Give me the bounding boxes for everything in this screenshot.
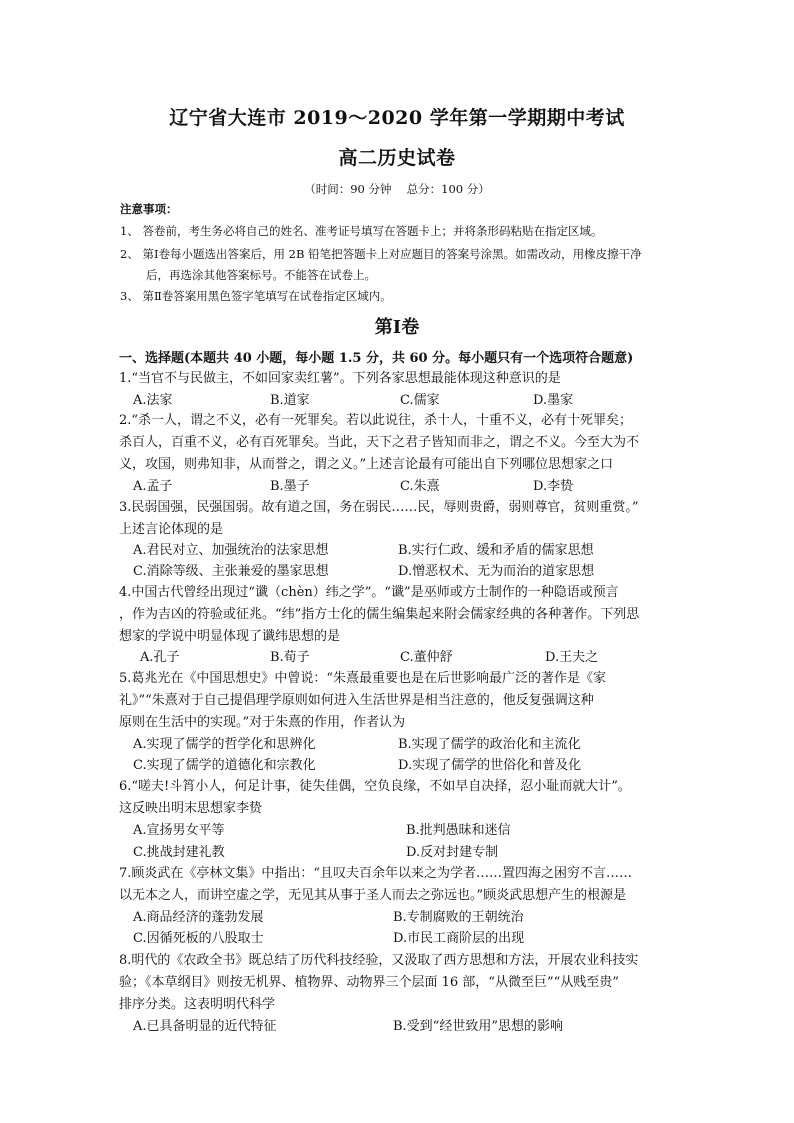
question-7-stem: 以无本之人，而讲空虚之学，无见其从事于圣人而去之弥远也。”顾炎武思想产生的根源是 <box>119 888 627 903</box>
question-4-option-a: A.孔子 <box>140 650 180 665</box>
question-6-option-d: D.反对封建专制 <box>406 845 499 860</box>
question-5-stem: 礼》”“朱熹对于自己提倡理学原则如何进入生活世界是相当注意的，他反复强调这种 <box>119 693 594 708</box>
exam-title: 辽宁省大连市 2019～2020 学年第一学期期中考试 <box>169 107 625 129</box>
question-5-option-b: B.实现了儒学的政治化和主流化 <box>398 737 581 752</box>
notice-heading: 注意事项： <box>120 202 178 216</box>
question-4-stem: 4.中国古代曾经出现过“谶（chèn）纬之学”。“谶”是巫师或方士制作的一种隐语或预言 <box>119 585 619 600</box>
question-6-option-b: B.批判愚昧和迷信 <box>406 823 511 838</box>
question-8-option-a: A.已具备明显的近代特征 <box>133 1019 277 1034</box>
exam-subtitle: 高二历史试卷 <box>338 147 456 169</box>
question-4-option-d: D.王夫之 <box>545 650 599 665</box>
question-2-option-c: C.朱熹 <box>400 479 440 494</box>
question-5-option-d: D.实现了儒学的世俗化和普及化 <box>398 758 582 773</box>
question-5-option-c: C.实现了儒学的道德化和宗教化 <box>133 758 316 773</box>
question-2-stem: 2.“杀一人，谓之不义，必有一死罪矣。若以此说往，杀十人，十重不义，必有十死罪矣； <box>119 413 633 428</box>
question-6-option-c: C.挑战封建礼教 <box>133 845 225 860</box>
section-header: 一、选择题(本题共 40 小题，每小题 1.5 分，共 60 分。每小题只有一个选项符合题意) <box>119 351 634 366</box>
question-8-option-b: B.受到“经世致用”思想的影响 <box>393 1019 563 1034</box>
notice-item: 2、 第Ⅰ卷每小题选出答案后，用 2B 铅笔把答题卡上对应题目的答案号涂黑。如需改动，用橡皮擦干净 <box>120 247 642 261</box>
question-3-stem: 上述言论体现的是 <box>119 522 224 537</box>
question-7-option-a: A.商品经济的蓬勃发展 <box>133 910 264 925</box>
question-8-stem: 验；《本草纲目》则按无机界、植物界、动物界三个层面 16 部，“从微至巨”“从贱至贵” <box>119 975 619 990</box>
question-2-option-a: A.孟子 <box>133 479 173 494</box>
question-1-stem: 1.“当官不与民做主，不如回家卖红薯”。下列各家思想最能体现这种意识的是 <box>119 371 561 386</box>
question-3-option-c: C.消除等级、主张兼爱的墨家思想 <box>133 564 329 579</box>
question-5-stem: 原则在生活中的实现。”对于朱熹的作用，作者认为 <box>119 715 406 730</box>
question-1-option-d: D.墨家 <box>533 393 574 408</box>
question-8-stem: 排序分类。这表明明代科学 <box>119 997 276 1012</box>
question-2-stem: 义，攻国，则弗知非，从而誉之，谓之义。”上述言论最有可能出自下列哪位思想家之口 <box>119 457 614 472</box>
question-4-option-c: C.董仲舒 <box>400 650 453 665</box>
question-3-option-a: A.君民对立、加强统治的法家思想 <box>133 543 329 558</box>
notice-item-continued: 后，再选涂其他答案标号。不能答在试卷上。 <box>146 268 376 282</box>
question-2-option-b: B.墨子 <box>270 479 310 494</box>
question-8-stem: 8.明代的《农政全书》既总结了历代科技经验，又汲取了西方思想和方法，开展农业科技实 <box>119 953 639 968</box>
question-3-option-d: D.憎恶权术、无为而治的道家思想 <box>398 564 595 579</box>
question-7-option-c: C.因循死板的八股取士 <box>133 931 264 946</box>
question-1-option-c: C.儒家 <box>400 393 440 408</box>
question-4-stem: ，作为吉凶的符验或征兆。“纬”指方士化的儒生编集起来附会儒家经典的各种著作。下列思 <box>119 607 640 622</box>
question-7-option-b: B.专制腐败的王朝统治 <box>393 910 524 925</box>
time-info: （时间：90 分钟 总分：100 分） <box>304 182 490 196</box>
notice-item: 3、 第Ⅱ卷答案用黑色签字笔填写在试卷指定区域内。 <box>120 289 392 303</box>
question-6-stem: 这反映出明末思想家李贽 <box>119 801 263 816</box>
question-3-option-b: B.实行仁政、缓和矛盾的儒家思想 <box>398 543 594 558</box>
question-2-option-d: D.李贽 <box>533 479 574 494</box>
question-4-stem: 想家的学说中明显体现了谶纬思想的是 <box>119 629 341 644</box>
question-4-option-b: B.荀子 <box>270 650 310 665</box>
question-7-stem: 7.顾炎武在《亭林文集》中指出：“且叹夫百余年以来之为学者……置四海之困穷不言…… <box>119 866 633 881</box>
question-6-option-a: A.宣扬男女平等 <box>133 823 225 838</box>
part-title: 第Ⅰ卷 <box>374 317 420 338</box>
question-5-stem: 5.葛兆光在《中国思想史》中曾说：“朱熹最重要也是在后世影响最广泛的著作是《家 <box>119 671 607 686</box>
question-3-stem: 3.民弱国强，民强国弱。故有道之国，务在弱民……民，辱则贵爵，弱则尊官，贫则重赏。” <box>119 500 639 515</box>
question-1-option-b: B.道家 <box>270 393 310 408</box>
question-6-stem: 6.“嗟夫!斗筲小人，何足计事，徒失佳偶，空负良缘，不如早自决择，忍小耻而就大计”。 <box>119 779 631 794</box>
question-5-option-a: A.实现了儒学的哲学化和思辨化 <box>133 737 316 752</box>
notice-item: 1、 答卷前，考生务必将自己的姓名、准考证号填写在答题卡上；并将条形码粘贴在指定区域。 <box>120 224 603 238</box>
question-1-option-a: A.法家 <box>133 393 173 408</box>
question-2-stem: 杀百人，百重不义，必有百死罪矣。当此，天下之君子皆知而非之，谓之不义。今至大为不 <box>119 435 640 450</box>
question-7-option-d: D.市民工商阶层的出现 <box>393 931 525 946</box>
